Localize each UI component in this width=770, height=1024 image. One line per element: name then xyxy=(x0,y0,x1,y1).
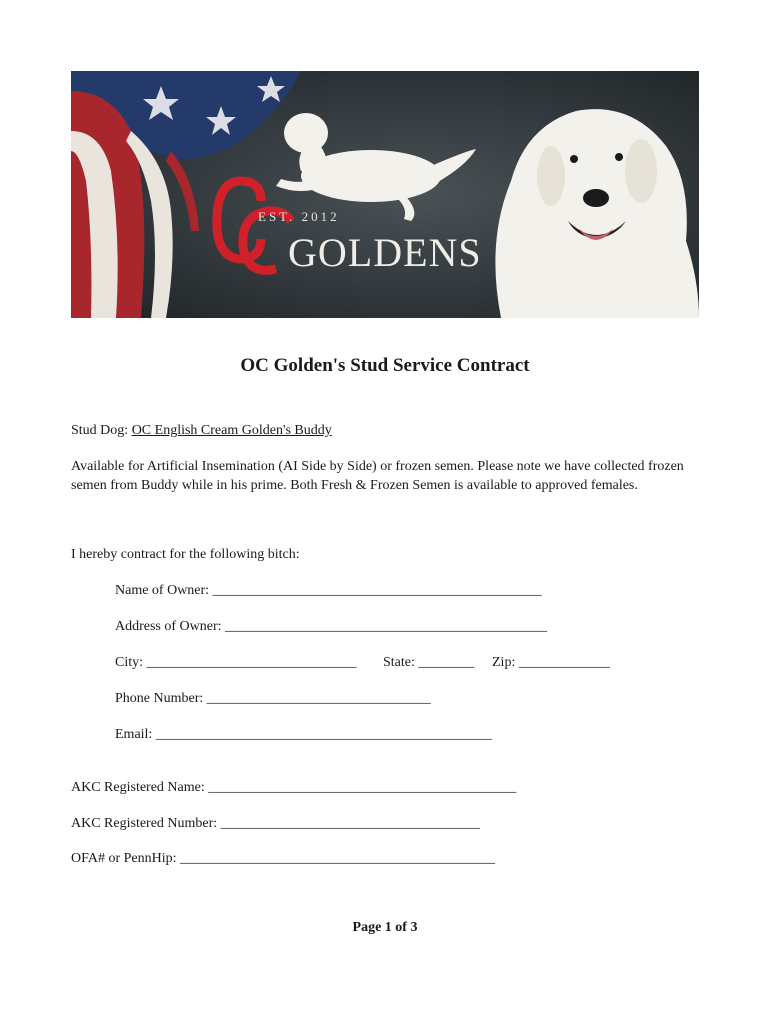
stud-dog-line xyxy=(71,422,332,440)
page-number: Page 1 of 3 xyxy=(352,920,418,935)
city-field[interactable]: City: ______________________________ xyxy=(115,655,357,670)
zip-field[interactable]: Zip: _____________ xyxy=(492,655,610,670)
contract-intro: I hereby contract for the following bitch: xyxy=(71,547,300,562)
stud-dog-value: OC English Cream Golden's Buddy xyxy=(131,423,332,438)
ofa-pennhip-field[interactable]: OFA# or PennHip: _____________________________________________ xyxy=(71,851,496,866)
state-field[interactable]: State: ________ xyxy=(383,655,475,670)
contract-title: OC Golden's Stud Service Contract xyxy=(240,355,530,376)
owner-address-field[interactable]: Address of Owner: ______________________________________________ xyxy=(115,619,548,634)
akc-name-field[interactable]: AKC Registered Name: ____________________________________________ xyxy=(71,780,517,795)
owner-name-field[interactable]: Name of Owner: _______________________________________________ xyxy=(115,583,542,598)
akc-number-field[interactable]: AKC Registered Number: _____________________________________ xyxy=(71,816,480,831)
header-banner xyxy=(71,71,699,318)
brand-name: GOLDENS xyxy=(288,230,482,275)
stud-dog-label: Stud Dog: xyxy=(71,423,129,438)
established-text: EST. 2012 xyxy=(258,209,340,224)
availability-paragraph: Available for Artificial Insemination (AI Side by Side) or frozen semen. Please note we have collected frozen semen from Buddy while in his prime. Both Fresh & Frozen Semen is available to approved females. xyxy=(71,459,684,493)
email-field[interactable]: Email: ________________________________________________ xyxy=(115,727,492,742)
phone-field[interactable]: Phone Number: ________________________________ xyxy=(115,691,431,706)
banner-artwork xyxy=(71,71,699,318)
